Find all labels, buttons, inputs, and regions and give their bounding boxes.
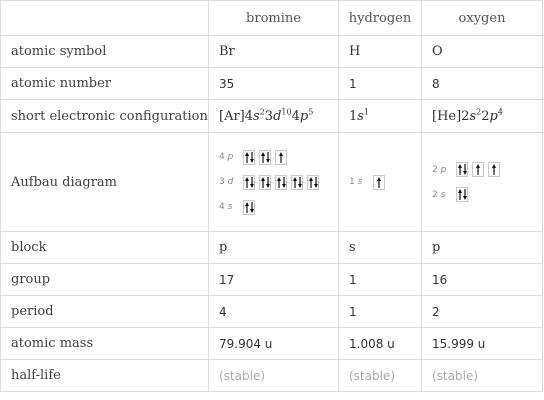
subshell-label: 4 p xyxy=(219,152,234,162)
aufbau-diagram xyxy=(432,161,542,203)
orbital-box xyxy=(243,200,255,215)
spin-down-arrow-icon xyxy=(266,177,270,188)
spin-up-arrow-icon xyxy=(458,189,462,200)
orbital-box xyxy=(259,175,271,190)
row-label: Aufbau diagram xyxy=(1,133,209,232)
subshell-label: 2 s xyxy=(432,189,446,200)
cell-oxygen xyxy=(422,133,543,232)
spin-up-arrow-icon xyxy=(309,177,313,188)
orbital-box xyxy=(488,162,500,177)
orbital-box xyxy=(456,162,468,177)
cell-hydrogen: s xyxy=(339,232,422,264)
subshell-row xyxy=(219,199,338,216)
subshell-row xyxy=(349,174,421,191)
subshell-row xyxy=(219,174,338,191)
spin-up-arrow-icon xyxy=(261,177,265,188)
orbital-box xyxy=(259,150,271,165)
subshell-label: 3 d xyxy=(219,177,234,187)
row-electronic-configuration xyxy=(1,100,543,133)
cell-oxygen: 2 xyxy=(422,296,543,328)
subshell-label: 2 p xyxy=(432,164,447,175)
row-period xyxy=(1,296,543,328)
cell-bromine: 4 xyxy=(209,296,339,328)
orbital-box xyxy=(275,150,287,165)
cell-bromine: p xyxy=(209,232,339,264)
orbital-box xyxy=(243,175,255,190)
row-atomic-symbol xyxy=(1,36,543,68)
spin-up-arrow-icon xyxy=(279,152,283,163)
cell-oxygen: 16 xyxy=(422,264,543,296)
spin-down-arrow-icon xyxy=(463,164,467,175)
cell-bromine: 17 xyxy=(209,264,339,296)
cell-hydrogen: 1.008 u xyxy=(339,328,422,360)
header-bromine: bromine xyxy=(209,1,339,36)
spin-down-arrow-icon xyxy=(282,177,286,188)
row-label: atomic mass xyxy=(1,328,209,360)
spin-up-arrow-icon xyxy=(245,177,249,188)
spin-down-arrow-icon xyxy=(250,202,254,213)
cell-bromine: 79.904 u xyxy=(209,328,339,360)
cell-hydrogen: 1 xyxy=(339,264,422,296)
spin-up-arrow-icon xyxy=(277,177,281,188)
header-row xyxy=(1,1,543,36)
header-hydrogen: hydrogen xyxy=(339,1,422,36)
spin-down-arrow-icon xyxy=(250,177,254,188)
header-corner xyxy=(1,1,209,36)
orbital-box xyxy=(243,150,255,165)
row-label: atomic number xyxy=(1,68,209,100)
cell-bromine: $[Ar]4s^23d^{10}4p^5$ xyxy=(209,100,339,133)
cell-bromine: 35 xyxy=(209,68,339,100)
subshell-label: 4 s xyxy=(219,202,233,212)
spin-up-arrow-icon xyxy=(476,164,480,175)
orbital-box xyxy=(275,175,287,190)
cell-bromine: (stable) xyxy=(209,360,339,392)
header-oxygen: oxygen xyxy=(422,1,543,36)
spin-down-arrow-icon xyxy=(463,189,467,200)
row-label: block xyxy=(1,232,209,264)
spin-up-arrow-icon xyxy=(492,164,496,175)
cell-hydrogen: H xyxy=(339,36,422,68)
row-aufbau-diagram xyxy=(1,133,543,232)
aufbau-diagram xyxy=(349,174,421,191)
spin-down-arrow-icon xyxy=(314,177,318,188)
cell-oxygen: (stable) xyxy=(422,360,543,392)
subshell-row xyxy=(219,149,338,166)
subshell-row xyxy=(432,186,542,203)
cell-hydrogen xyxy=(339,133,422,232)
orbital-box xyxy=(472,162,484,177)
spin-up-arrow-icon xyxy=(377,177,381,188)
row-label: period xyxy=(1,296,209,328)
orbital-box xyxy=(373,175,385,190)
orbital-box xyxy=(456,187,468,202)
cell-oxygen: $[He]2s^22p^4$ xyxy=(422,100,543,133)
orbital-box xyxy=(291,175,303,190)
cell-oxygen: 15.999 u xyxy=(422,328,543,360)
orbital-box xyxy=(307,175,319,190)
cell-oxygen: p xyxy=(422,232,543,264)
row-label: group xyxy=(1,264,209,296)
cell-hydrogen: 1 xyxy=(339,68,422,100)
spin-up-arrow-icon xyxy=(293,177,297,188)
row-label: atomic symbol xyxy=(1,36,209,68)
cell-bromine: Br xyxy=(209,36,339,68)
aufbau-diagram xyxy=(219,149,338,216)
row-label: short electronic configuration xyxy=(1,100,209,133)
cell-hydrogen: (stable) xyxy=(339,360,422,392)
spin-down-arrow-icon xyxy=(298,177,302,188)
subshell-row xyxy=(432,161,542,178)
subshell-label: 1 s xyxy=(349,177,363,187)
cell-hydrogen: $1s^1$ xyxy=(339,100,422,133)
row-atomic-mass xyxy=(1,328,543,360)
spin-up-arrow-icon xyxy=(245,152,249,163)
spin-down-arrow-icon xyxy=(250,152,254,163)
spin-up-arrow-icon xyxy=(261,152,265,163)
cell-bromine xyxy=(209,133,339,232)
spin-up-arrow-icon xyxy=(245,202,249,213)
cell-oxygen: O xyxy=(422,36,543,68)
row-block xyxy=(1,232,543,264)
cell-hydrogen: 1 xyxy=(339,296,422,328)
row-label: half-life xyxy=(1,360,209,392)
cell-oxygen: 8 xyxy=(422,68,543,100)
row-atomic-number xyxy=(1,68,543,100)
row-group xyxy=(1,264,543,296)
spin-down-arrow-icon xyxy=(266,152,270,163)
spin-up-arrow-icon xyxy=(458,164,462,175)
row-half-life xyxy=(1,360,543,392)
